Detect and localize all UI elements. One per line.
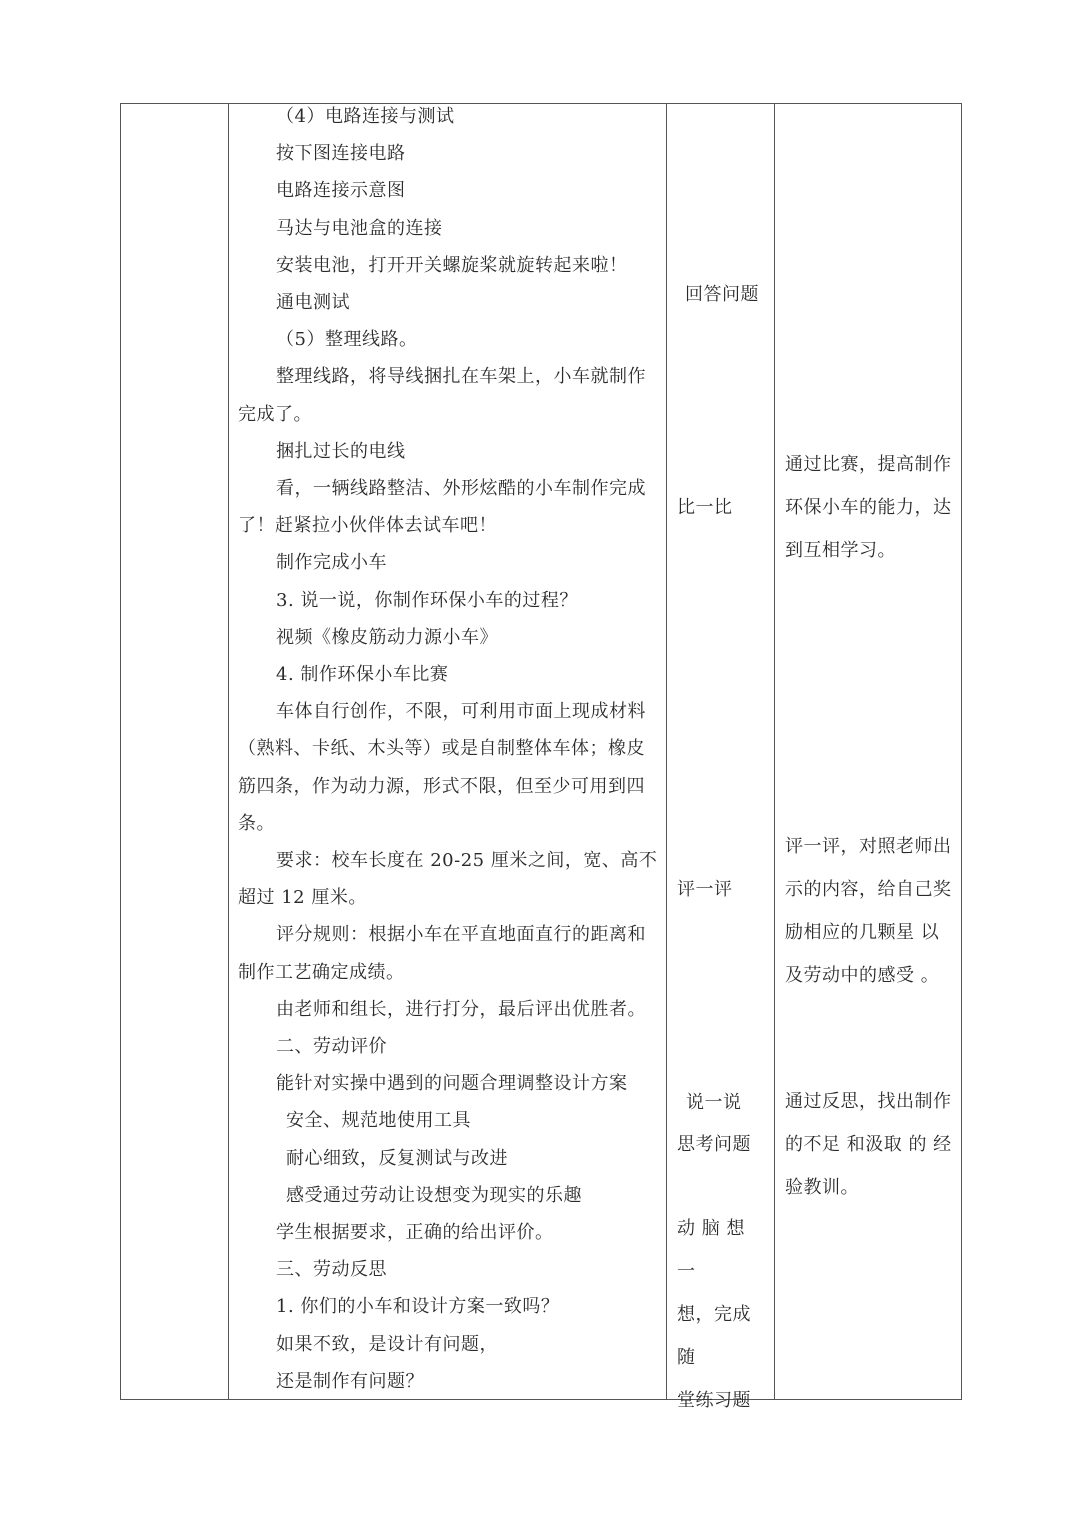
- activity-compare: 比一比: [677, 497, 733, 518]
- content-line: 耐心细致，反复测试与改进: [286, 1148, 508, 1169]
- design-intent-line: 环保小车的能力，达: [785, 497, 952, 518]
- content-line: 要求：校车长度在 20-25 厘米之间，宽、高不: [276, 850, 658, 871]
- design-intent-line: 验教训。: [785, 1177, 859, 1198]
- column-divider: [666, 104, 667, 1399]
- content-line: 视频《橡皮筋动力源小车》: [276, 627, 498, 648]
- content-line: 整理线路，将导线捆扎在车架上，小车就制作: [276, 366, 646, 387]
- activity-exercise-line: 堂练习题: [677, 1390, 751, 1411]
- activity-think: 思考问题: [677, 1134, 751, 1155]
- content-line: 感受通过劳动让设想变为现实的乐趣: [286, 1185, 582, 1206]
- content-line: 了！赶紧拉小伙伴体去试车吧！: [238, 515, 497, 536]
- content-line: 完成了。: [238, 404, 312, 425]
- content-line: 安全、规范地使用工具: [286, 1110, 471, 1131]
- content-line: 看，一辆线路整洁、外形炫酷的小车制作完成: [276, 478, 646, 499]
- content-line: 制作工艺确定成绩。: [238, 962, 405, 983]
- activity-evaluate: 评一评: [677, 879, 733, 900]
- content-line: 通电测试: [276, 292, 350, 313]
- content-line: 三、劳动反思: [276, 1259, 387, 1280]
- design-intent-competition: [785, 443, 957, 572]
- activity-exercise: [677, 1207, 769, 1422]
- content-line: 能针对实操中遇到的问题合理调整设计方案: [276, 1073, 628, 1094]
- content-line: 条。: [238, 813, 275, 834]
- content-line: 学生根据要求，正确的给出评价。: [276, 1222, 554, 1243]
- content-line: （熟料、卡纸、木头等）或是自制整体车体；橡皮: [238, 738, 645, 759]
- design-intent-line: 示的内容，给自己奖: [785, 879, 952, 900]
- content-line: （5）整理线路。: [276, 329, 418, 350]
- content-line: 如果不致，是设计有问题，: [276, 1334, 498, 1355]
- content-line: 1. 你们的小车和设计方案一致吗？: [276, 1296, 560, 1317]
- design-intent-line: 的不足 和汲取 的 经: [785, 1134, 952, 1155]
- content-line: 电路连接示意图: [276, 180, 406, 201]
- design-intent-line: 评一评，对照老师出: [785, 836, 952, 857]
- content-line: 4. 制作环保小车比赛: [276, 664, 449, 685]
- content-line: 超过 12 厘米。: [238, 887, 367, 908]
- design-intent-line: 及劳动中的感受 。: [785, 965, 940, 986]
- content-line: 按下图连接电路: [276, 143, 406, 164]
- content-line: 捆扎过长的电线: [276, 441, 406, 462]
- content-line: 还是制作有问题？: [276, 1371, 424, 1392]
- content-line: 由老师和组长，进行打分，最后评出优胜者。: [276, 999, 646, 1020]
- content-line: 车体自行创作，不限，可利用市面上现成材料: [276, 701, 646, 722]
- column-divider: [774, 104, 775, 1399]
- design-intent-line: 通过比赛，提高制作: [785, 454, 952, 475]
- content-line: 制作完成小车: [276, 552, 387, 573]
- activity-say: 说一说: [686, 1092, 742, 1113]
- activity-exercise-line: 动 脑 想 一: [677, 1218, 745, 1282]
- design-intent-reflection: [785, 1080, 957, 1209]
- content-line: 评分规则：根据小车在平直地面直行的距离和: [276, 924, 646, 945]
- content-line: 筋四条，作为动力源，形式不限，但至少可用到四: [238, 776, 645, 797]
- design-intent-line: 到互相学习。: [785, 540, 896, 561]
- content-line: 安装电池，打开开关螺旋桨就旋转起来啦！: [276, 255, 628, 276]
- activity-exercise-line: 想，完成随: [677, 1304, 751, 1368]
- activity-answer: 回答问题: [685, 284, 759, 305]
- content-line: 3. 说一说，你制作环保小车的过程？: [276, 590, 578, 611]
- content-line: 二、劳动评价: [276, 1036, 387, 1057]
- content-line: （4）电路连接与测试: [276, 106, 455, 127]
- content-line: 马达与电池盒的连接: [276, 218, 443, 239]
- design-intent-evaluation: [785, 825, 957, 997]
- design-intent-line: 励相应的几颗星 以: [785, 922, 940, 943]
- column-divider: [228, 104, 229, 1399]
- design-intent-line: 通过反思，找出制作: [785, 1091, 952, 1112]
